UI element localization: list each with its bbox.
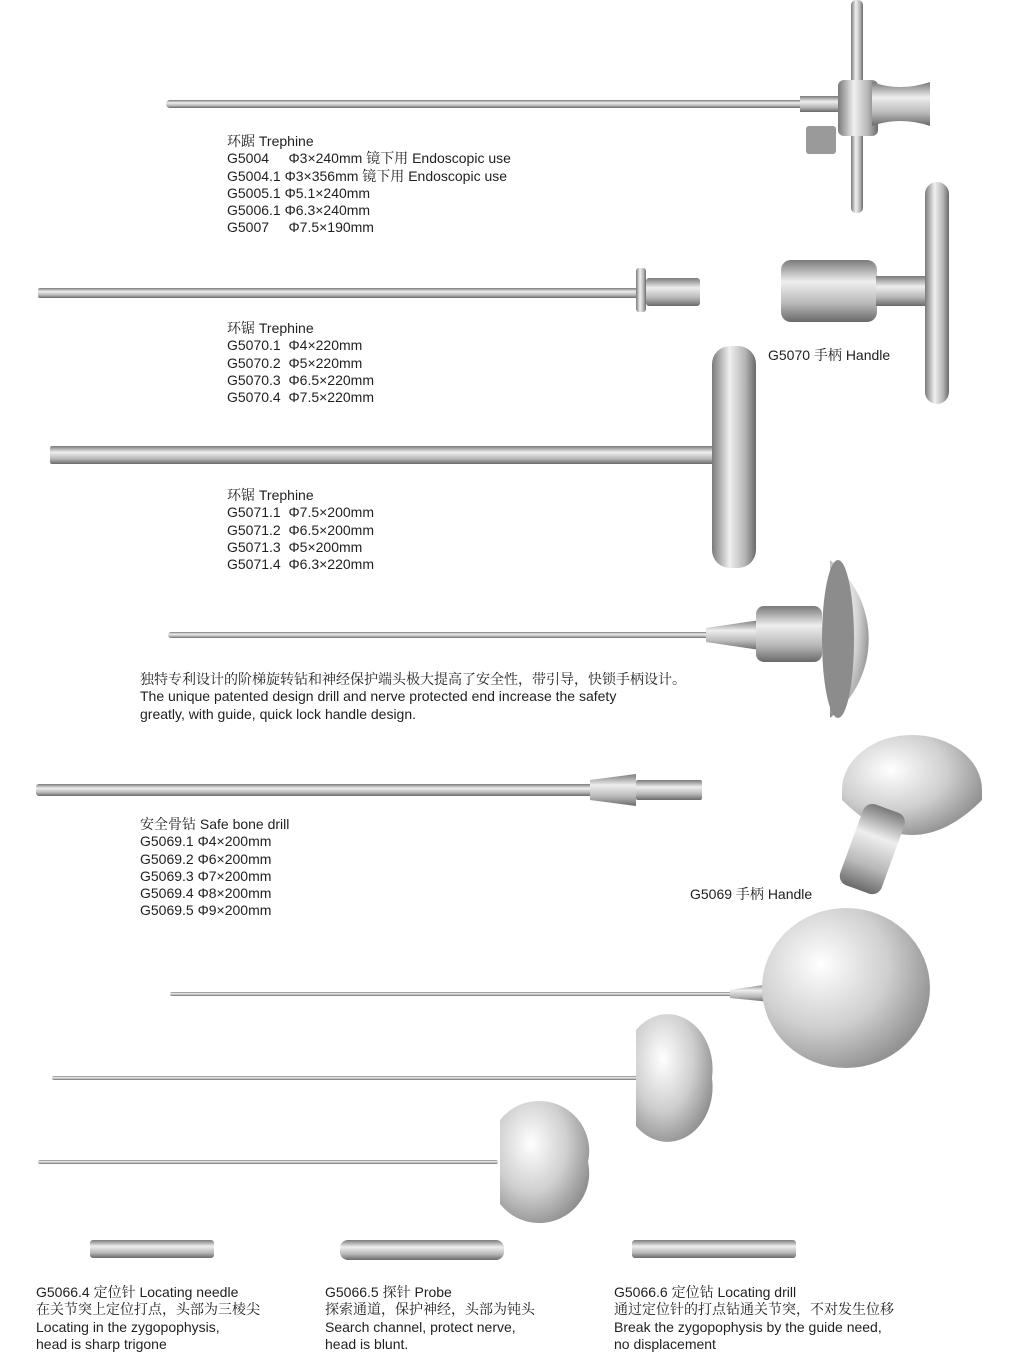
spec-line: G5070.2 Φ5×220mm <box>227 354 363 371</box>
probe-tip-closeup <box>340 1240 504 1260</box>
probe-photo <box>52 1014 713 1142</box>
trephine-g5004-specs <box>227 133 511 237</box>
safe-bone-drill-photo <box>36 774 702 806</box>
drill-tip-closeup <box>632 1240 796 1258</box>
locating-needle-specs <box>36 1284 260 1353</box>
step-drill-description <box>140 671 686 723</box>
spec-line: G5069.5 Φ9×200mm <box>140 902 272 919</box>
spec-line: no displacement <box>614 1335 716 1352</box>
spec-line: G5070.4 Φ7.5×220mm <box>227 389 374 406</box>
spec-line: 环踞 Trephine <box>227 133 314 149</box>
spec-line: G5006.1 Φ6.3×240mm <box>227 202 371 219</box>
description-line: The unique patented design drill and nerve protected end increase the safety <box>140 688 617 705</box>
spec-line: 环锯 Trephine <box>227 320 314 336</box>
spec-line: G5070.3 Φ6.5×220mm <box>227 371 374 388</box>
spec-line: G5007 Φ7.5×190mm <box>227 219 374 236</box>
description-line: greatly, with guide, quick lock handle design. <box>140 705 417 722</box>
trephine-g5071-photo <box>50 346 756 568</box>
spec-line: G5071.3 Φ5×200mm <box>227 538 363 555</box>
spec-line: 探索通道，保护神经，头部为钝头 <box>325 1301 535 1318</box>
description-line: 独特专利设计的阶梯旋转钻和神经保护端头极大提高了安全性，带引导，快锁手柄设计。 <box>140 671 686 687</box>
probe-specs <box>325 1284 535 1353</box>
handle-g5069-photo <box>837 735 982 897</box>
spec-line: G5069.4 Φ8×200mm <box>140 885 272 902</box>
locating-needle-photo <box>170 908 930 1068</box>
spec-line: head is blunt. <box>325 1335 409 1352</box>
spec-line: G5004.1 Φ3×356mm 镜下用 Endoscopic use <box>227 167 508 184</box>
spec-line: G5069.3 Φ7×200mm <box>140 867 272 884</box>
spec-line: 在关节突上定位打点，头部为三棱尖 <box>36 1301 260 1318</box>
spec-line: 安全骨钻 Safe bone drill <box>140 816 290 832</box>
trephine-g5070-photo <box>38 268 700 312</box>
trephine-g5071-specs <box>227 487 374 573</box>
spec-line: G5070.1 Φ4×220mm <box>227 337 363 354</box>
spec-line: Search channel, protect nerve, <box>325 1318 516 1335</box>
locating-drill-photo <box>38 1101 589 1223</box>
trephine-g5070-specs <box>227 320 374 406</box>
locating-drill-specs <box>614 1284 894 1353</box>
spec-line: G5069.2 Φ6×200mm <box>140 850 272 867</box>
spec-line: G5069.1 Φ4×200mm <box>140 833 272 850</box>
spec-line: 环锯 Trephine <box>227 487 314 503</box>
spec-line: Break the zygopophysis by the guide need, <box>614 1318 882 1335</box>
spec-line: 通过定位针的打点钻通关节突，不对发生位移 <box>614 1301 894 1318</box>
handle-g5069-caption: G5069 手柄 Handle <box>690 886 813 902</box>
spec-line: G5005.1 Φ5.1×240mm <box>227 184 371 201</box>
handle-g5070-photo <box>781 182 949 404</box>
spec-line: G5066.4 定位针 Locating needle <box>36 1284 239 1300</box>
safe-bone-drill-specs <box>140 816 289 920</box>
spec-line: Locating in the zygopophysis, <box>36 1318 220 1335</box>
spec-line: G5071.4 Φ6.3×220mm <box>227 556 374 573</box>
spec-line: G5066.6 定位钻 Locating drill <box>614 1284 797 1300</box>
spec-line: G5071.1 Φ7.5×200mm <box>227 504 374 521</box>
handle-g5070-caption: G5070 手柄 Handle <box>768 347 891 363</box>
spec-line: G5066.5 探针 Probe <box>325 1284 452 1300</box>
spec-line: G5004 Φ3×240mm 镜下用 Endoscopic use <box>227 150 511 167</box>
spec-line: head is sharp trigone <box>36 1335 167 1352</box>
spec-line: G5071.2 Φ6.5×200mm <box>227 521 374 538</box>
needle-tip-closeup <box>90 1240 214 1258</box>
